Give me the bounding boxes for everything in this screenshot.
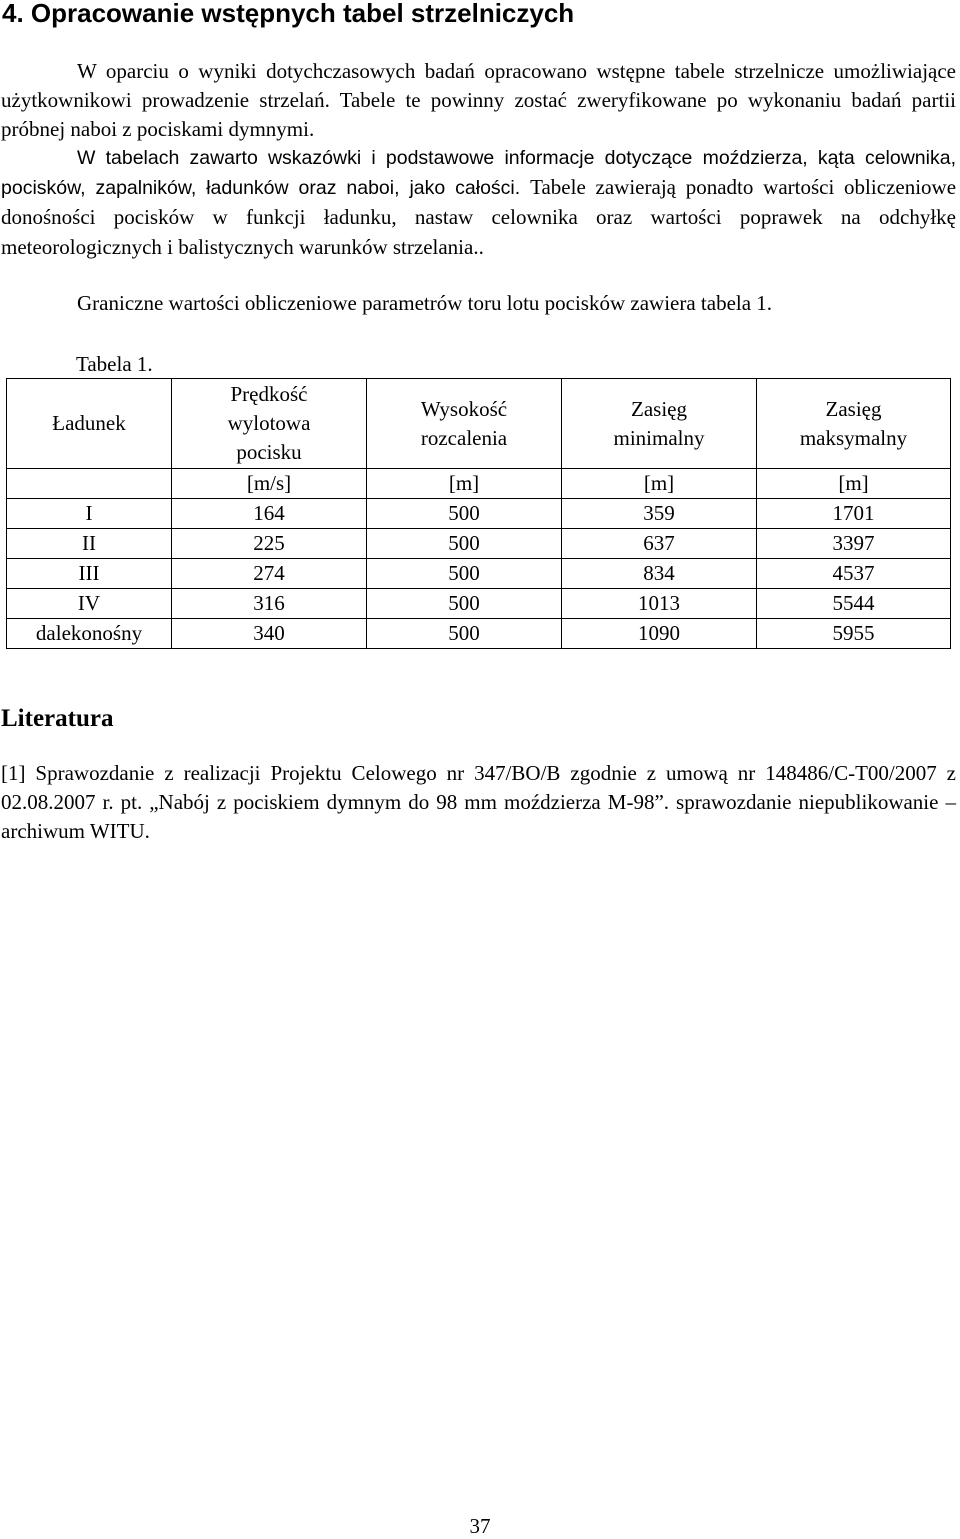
literature-title: Literatura	[1, 705, 114, 732]
table-cell: 164	[172, 499, 367, 529]
header-height	[367, 379, 562, 469]
header-height-line2: rozcalenia	[420, 425, 508, 450]
units-cell: [m]	[562, 469, 757, 499]
table-cell: dalekonośny	[7, 619, 172, 649]
literature-entry: [1] Sprawozdanie z realizacji Projektu Celowego nr 347/BO/B zgodnie z umową nr 148486/C-T00/2007 z 02.08.2007 r. pt. „Nabój z pociskiem dymnym do 98 mm moździerza M-98”. sprawozdanie niepublikowanie – archiwum WITU.	[1, 761, 956, 843]
tables-paragraph-sans-text: W tabelach zawarto wskazówki i podstawowe informacje dotyczące moździerza, kąta celownika, pocisków, zapalników, ładunków oraz naboi, jako całości.	[1, 147, 956, 199]
table-row	[7, 589, 951, 619]
header-range-min-line2: minimalny	[613, 425, 705, 450]
table-row	[7, 529, 951, 559]
header-velocity-line2: wylotowa	[227, 411, 311, 435]
header-range-min-line1: Zasięg	[631, 396, 687, 421]
tables-paragraph	[1, 144, 956, 263]
table-cell: 4537	[757, 559, 951, 589]
table-row	[7, 559, 951, 589]
header-charge-label: Ładunek	[52, 411, 126, 435]
table-cell: 5955	[757, 619, 951, 649]
table-units-row	[7, 469, 951, 499]
table-cell: 1701	[757, 499, 951, 529]
units-cell	[7, 469, 172, 499]
table-cell: 225	[172, 529, 367, 559]
header-range-max-line2: maksymalny	[799, 425, 908, 450]
table-cell: III	[7, 559, 172, 589]
units-cell: [m]	[367, 469, 562, 499]
units-cell: [m]	[757, 469, 951, 499]
table-cell: 500	[367, 589, 562, 619]
header-height-line1: Wysokość	[420, 396, 508, 421]
table-cell: 340	[172, 619, 367, 649]
table-cell: 500	[367, 499, 562, 529]
table-cell: 274	[172, 559, 367, 589]
table-cell: 3397	[757, 529, 951, 559]
table-cell: 316	[172, 589, 367, 619]
tables-paragraph-serif-text: Tabele zawierają ponadto wartości obliczeniowe donośności pocisków w funkcji ładunku, nastaw celownika oraz wartości poprawek na odchyłkę meteorologicznych i balistycznych warunków strzelania..	[1, 175, 957, 259]
limits-paragraph: Graniczne wartości obliczeniowe parametrów toru lotu pocisków zawiera tabela 1.	[77, 291, 773, 315]
header-charge	[7, 379, 172, 469]
table-cell: 1013	[562, 589, 757, 619]
table-cell: IV	[7, 589, 172, 619]
header-range-max-line1: Zasięg	[825, 396, 882, 421]
table-cell: 637	[562, 529, 757, 559]
table-header-row	[7, 379, 951, 469]
table-cell: 834	[562, 559, 757, 589]
table-cell: 5544	[757, 589, 951, 619]
table-row	[7, 499, 951, 529]
table-cell: II	[7, 529, 172, 559]
table-cell: I	[7, 499, 172, 529]
table-cell: 359	[562, 499, 757, 529]
table-caption: Tabela 1.	[76, 352, 153, 376]
header-velocity-line1: Prędkość	[230, 382, 308, 406]
page-number: 37	[469, 1514, 491, 1538]
table-cell: 500	[367, 529, 562, 559]
table-cell: 500	[367, 619, 562, 649]
header-range-min	[562, 379, 757, 469]
table-cell: 500	[367, 559, 562, 589]
table-row	[7, 619, 951, 649]
section-title: 4. Opracowanie wstępnych tabel strzelniczych	[2, 0, 575, 28]
units-cell: [m/s]	[172, 469, 367, 499]
header-velocity-line3: pocisku	[236, 440, 302, 464]
header-velocity	[172, 379, 367, 469]
ballistics-table	[6, 378, 951, 649]
header-range-max	[757, 379, 951, 469]
intro-paragraph: W oparciu o wyniki dotychczasowych badań opracowano wstępne tabele strzelnicze umożliwiające użytkownikowi prowadzenie strzelań. Tabele te powinny zostać zweryfikowane po wykonaniu badań partii próbnej naboi z pociskami dymnymi.	[1, 59, 956, 141]
table-cell: 1090	[562, 619, 757, 649]
